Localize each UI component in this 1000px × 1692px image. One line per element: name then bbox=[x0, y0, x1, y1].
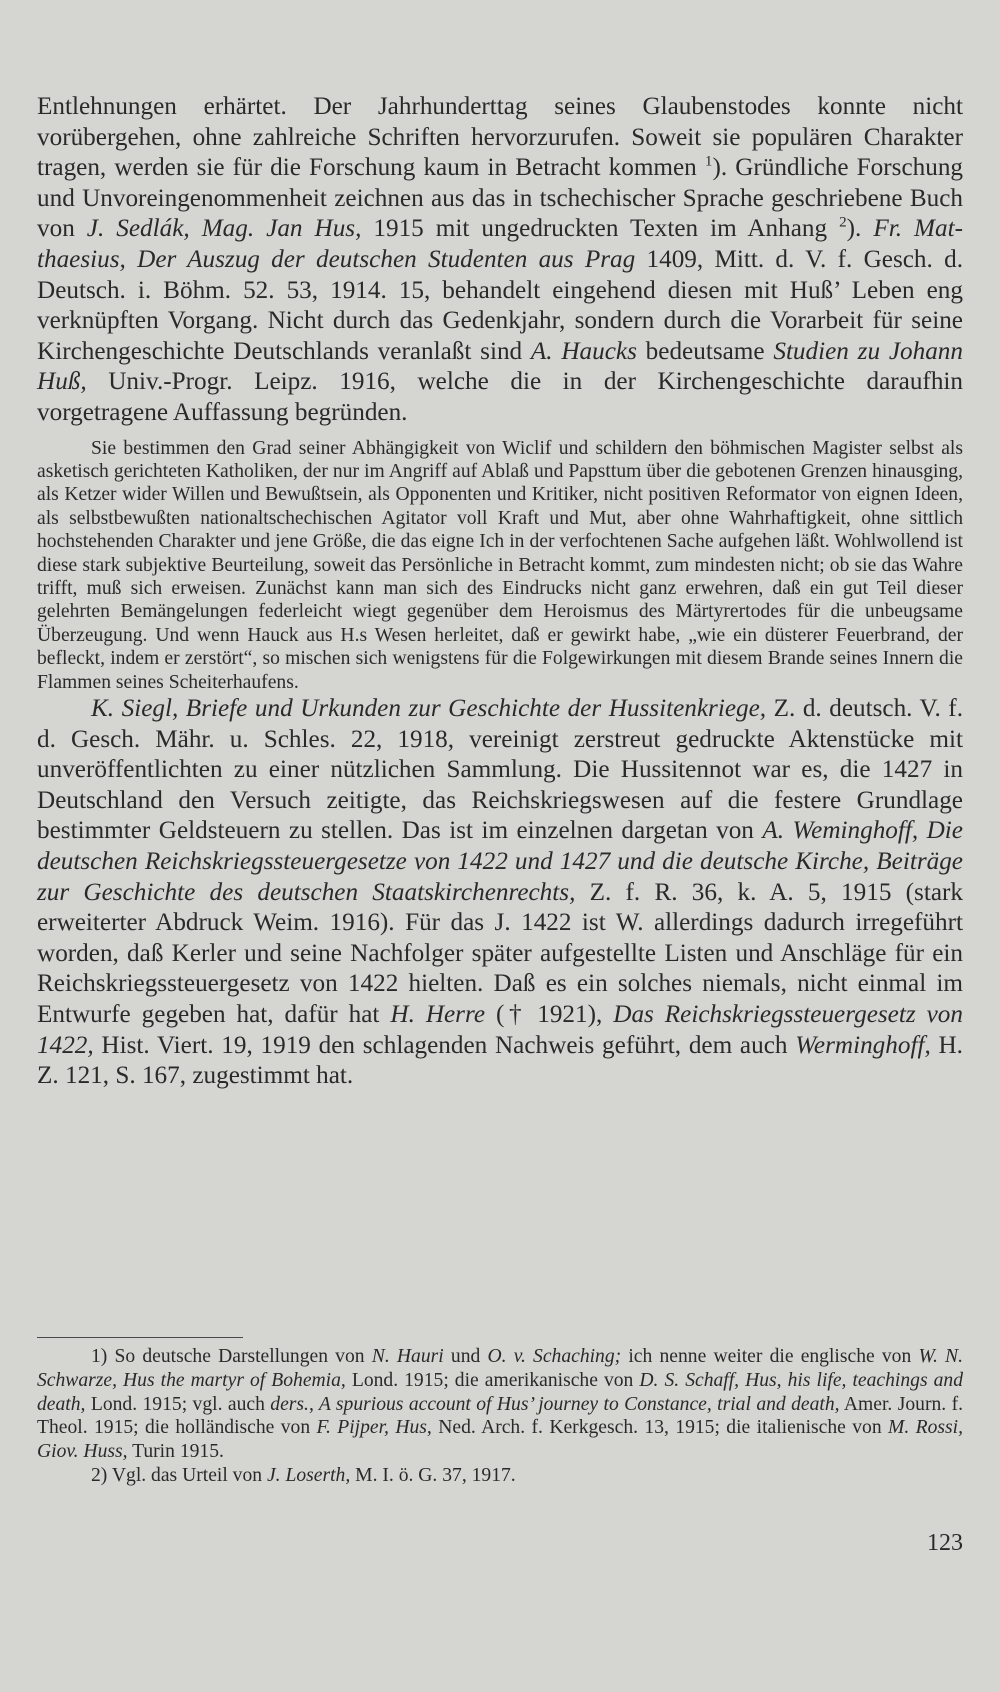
text-run: Z. d. deutsch. V. f. d. Gesch. Mähr. u. Schles. 22, 1918, vereinigt zerstreut gedruckte Aktenstücke mit unveröffentlichten zu einer nützlichen Sammlung. Die Hussitennot war es, die 1427 in Deutschland den Versuch zeitigte, das Reichskriegswesen auf die festere Grundlage bestimmter Geldsteuern zu stellen. Das ist im einzelnen dargetan von bbox=[37, 695, 963, 845]
italic-citation: ders., A spurious account of Hus’ journey to Constance, trial and death, bbox=[270, 1393, 840, 1415]
paragraph-2-small-print: Sie bestimmen den Grad seiner Abhängigkeit von Wiclif und schildern den böhmischen Magister selbst als asketisch gerichteten Katholiken, der nur im Angriff auf Ablaß und Papsttum über die gebotenen Grenzen hinausging, als Ketzer wider Willen und Bewußtsein, als Opponenten und Kritiker, nicht positiven Reformator von eignen Ideen, als selbstbewußten nationaltschechischen Agitator voll Kraft und Mut, aber ohne Wahrhaftigkeit, ohne sittlich hochstehenden Charakter und jene Größe, die das eigne Ich in der verfochtenen Sache aufgehen läßt. Wohlwollend ist diese stark subjektive Beurteilung, soweit das Persönliche in Betracht kommt, zum mindesten nicht; ob sie das Wahre trifft, muß sich erweisen. Zunächst kann man sich des Eindrucks nicht ganz erwehren, daß ein gut Teil dieser gelehrten Bemängelungen federleicht wiegt gegenüber dem Heroismus des Märtyrertodes für die unbeugsame Überzeugung. Und wenn Hauck aus H.s Wesen herleitet, daß er gewirkt habe, „wie ein düsterer Feuerbrand, der befleckt, indem er zerstört“, so mischen sich wenigstens für die Folgewirkungen mit diesem Brande seines Innern die Flammen seines Scheiterhaufens. bbox=[37, 437, 963, 693]
text-run: ich nenne weiter die englische von bbox=[621, 1346, 919, 1367]
footnote-1 bbox=[37, 1345, 963, 1464]
italic-citation: F. Pijper, Hus, bbox=[316, 1417, 432, 1439]
text-run: Lond. 1915; die amerikanische von bbox=[345, 1369, 640, 1391]
italic-citation: W. N. Schwarze, Hus the martyr of Bohemia, bbox=[37, 1346, 964, 1391]
italic-citation: Werminghoff, bbox=[795, 1031, 931, 1059]
footnote-ref: 2 bbox=[839, 214, 847, 231]
italic-citation: Das Reichskriegssteuergesetz von 1422, bbox=[37, 1000, 963, 1059]
italic-citation: Fr. Matthaesius, Der Auszug der deutschen Studenten aus Prag bbox=[37, 215, 963, 273]
paragraph-3 bbox=[37, 694, 963, 1092]
text-run: H. Z. 121, S. 167, zugestimmt hat. bbox=[37, 1031, 963, 1090]
text-run: 2) Vgl. das Urteil von bbox=[91, 1464, 267, 1486]
text-run: Hist. Viert. 19, 1919 den schlagenden Nachweis geführt, dem auch bbox=[93, 1031, 796, 1059]
italic-citation: J. Sedlák, Mag. Jan Hus, bbox=[86, 215, 362, 243]
text-run: Ned. Arch. f. Kerkgesch. 13, 1915; die italienische von bbox=[431, 1417, 889, 1439]
text-run: und bbox=[443, 1346, 488, 1367]
footnote-divider bbox=[37, 1337, 243, 1338]
text-run: Lond. 1915; vgl. auch bbox=[85, 1393, 271, 1415]
paragraph-1 bbox=[37, 92, 963, 429]
page-number: 123 bbox=[927, 1530, 963, 1556]
text-run: ). bbox=[846, 215, 874, 243]
italic-citation: N. Hauri bbox=[371, 1346, 444, 1367]
text-run: Z. f. R. 36, k. A. 5, 1915 (stark erweiterter Abdruck Weim. 1916). Für das J. 1422 ist W. allerdings dadurch irregeführt worden, daß Kerler und seine Nachfolger später aufgestellte Listen und Anschläge für ein Reichskriegssteuergesetz von 1422 hielten. Daß es ein solches niemals, nicht einmal im Entwurfe gegeben hat, dafür hat bbox=[37, 878, 963, 1028]
italic-citation: A. Weminghoff, Die deutschen Reichskriegssteuergesetze von 1422 und 1427 und die deutsche Kirche, Beiträge zur Geschichte des deutschen Staatskirchenrechts, bbox=[37, 817, 963, 906]
footnotes bbox=[37, 1345, 963, 1488]
main-text bbox=[37, 92, 963, 1092]
footnote-2 bbox=[37, 1464, 963, 1488]
text-run: 1) So deutsche Darstellungen von bbox=[91, 1346, 372, 1367]
italic-citation: O. v. Schaching; bbox=[487, 1346, 622, 1367]
text-run: ). Gründliche Forschung und Unvoreingenommenheit zeichnen aus das in tschechischer Sprache geschriebene Buch von bbox=[37, 154, 964, 243]
footnote-ref: 1 bbox=[704, 153, 713, 170]
text-run: Turin 1915. bbox=[127, 1441, 224, 1463]
text-run: bedeutsame bbox=[636, 337, 774, 365]
italic-citation: Studien zu Johann Huß, bbox=[37, 337, 963, 396]
text-run: Entlehnungen erhärtet. Der Jahrhunderttag seines Glaubenstodes konnte nicht vorübergehen, ohne zahlreiche Schriften hervorzurufen. Soweit sie populären Charakter tragen, werden sie für die Forschung kaum in Betracht kommen bbox=[37, 93, 963, 182]
italic-citation: A. Haucks bbox=[530, 337, 637, 365]
italic-citation: D. S. Schaff, Hus, his life, teachings and death, bbox=[37, 1369, 963, 1415]
italic-citation: M. Rossi, Giov. Huss, bbox=[37, 1417, 963, 1463]
text-run: 1915 mit ungedruckten Texten im Anhang bbox=[361, 215, 840, 243]
text-run: Amer. Journ. f. Theol. 1915; die holländische von bbox=[37, 1393, 963, 1439]
text-run: († 1921), bbox=[485, 1000, 614, 1028]
italic-citation: K. Siegl, Briefe und Urkunden zur Geschichte der Hussitenkriege, bbox=[91, 695, 767, 722]
italic-citation: H. Herre bbox=[390, 1000, 486, 1028]
text-run: Univ.-Progr. Leipz. 1916, welche die in der Kirchengeschichte daraufhin vorgetragene Auffassung begründen. bbox=[37, 368, 963, 426]
text-run: 1409, Mitt. d. V. f. Gesch. d. Deutsch. i. Böhm. 52. 53, 1914. 15, behandelt eingehend diesen mit Huß’ Leben eng verknüpften Vorgang. Nicht durch das Gedenkjahr, sondern durch die Vorarbeit für seine Kirchengeschichte Deutschlands veranlaßt sind bbox=[37, 245, 963, 365]
italic-citation: J. Loserth, bbox=[266, 1464, 351, 1486]
text-run: M. I. ö. G. 37, 1917. bbox=[350, 1464, 516, 1486]
